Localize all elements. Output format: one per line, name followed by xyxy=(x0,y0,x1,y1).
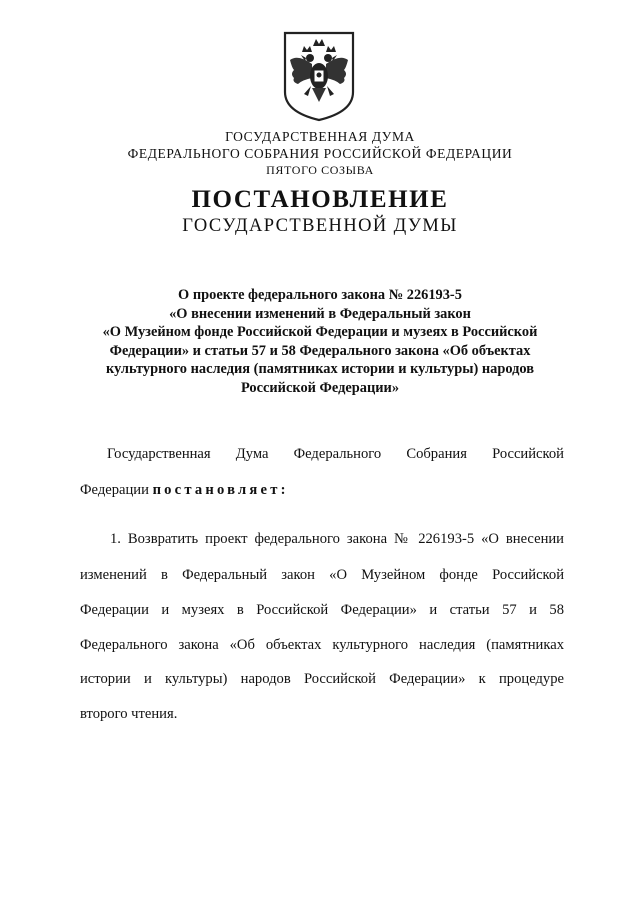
resolution-subject xyxy=(60,286,580,398)
paragraph-line: 1. Возвратить проект федерального закона № 226193-5 «О внесении xyxy=(110,531,564,547)
subject-line: Федерации» и статьи 57 и 58 Федерального закона «Об объектах xyxy=(109,342,531,359)
preamble-line: Государственная Дума Федерального Собрания Российской xyxy=(107,446,564,462)
subject-line: «О внесении изменений в Федеральный закон xyxy=(169,305,471,322)
resolves-word: постановляет: xyxy=(152,482,289,498)
issuer-name: ГОСУДАРСТВЕННАЯ ДУМА xyxy=(225,129,415,144)
subject-line: О проекте федерального закона № 226193-5 xyxy=(178,287,462,303)
subject-line: «О Музейном фонде Российской Федерации и музеях в Российской xyxy=(102,324,538,341)
paragraph-line: изменений в Федеральный закон «О Музейном фонде Российской xyxy=(80,567,564,583)
paragraph-line: второго чтения. xyxy=(80,706,178,722)
coat-of-arms-emblem xyxy=(282,30,356,122)
paragraph-line: Федерации и музеях в Российской Федерации» и статьи 57 и 58 xyxy=(80,602,564,618)
paragraph-line: Федерального закона «Об объектах культурного наследия (памятниках xyxy=(80,637,564,653)
convocation: ПЯТОГО СОЗЫВА xyxy=(266,163,374,177)
document-title: ПОСТАНОВЛЕНИЕ xyxy=(191,186,449,213)
russian-coat-of-arms-icon xyxy=(282,30,356,122)
document-subtitle: ГОСУДАРСТВЕННОЙ ДУМЫ xyxy=(182,216,458,236)
preamble-text: Федерации xyxy=(80,482,153,498)
subject-line: культурного наследия (памятниках истории и культуры) народов xyxy=(105,361,535,378)
preamble-line xyxy=(80,482,289,499)
subject-line: Российской Федерации» xyxy=(240,379,400,396)
issuer-parliament: ФЕДЕРАЛЬНОГО СОБРАНИЯ РОССИЙСКОЙ ФЕДЕРАЦИИ xyxy=(127,146,513,161)
paragraph-line: истории и культуры) народов Российской Федерации» к процедуре xyxy=(80,671,564,687)
